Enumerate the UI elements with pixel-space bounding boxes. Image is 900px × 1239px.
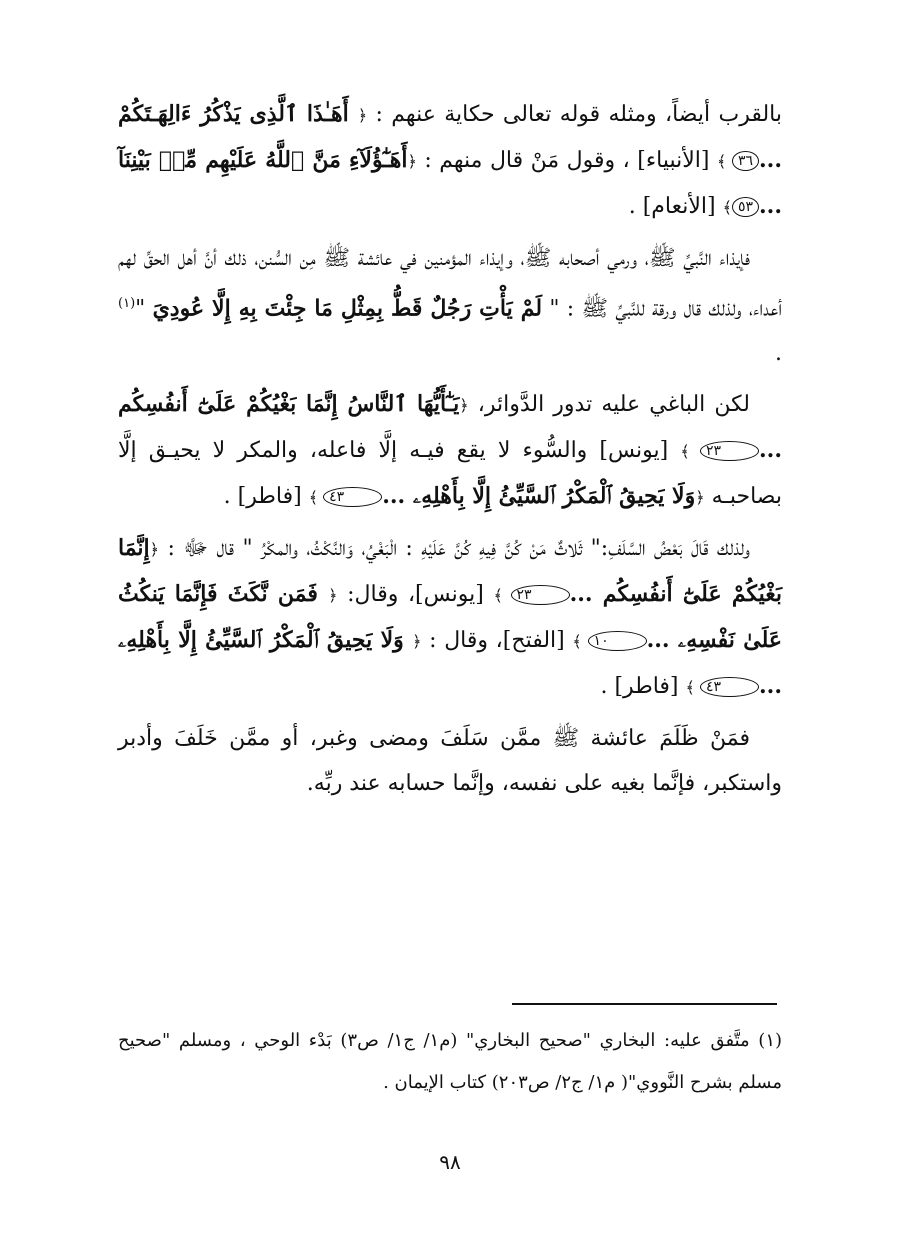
quran-bracket: ﴾ (493, 586, 511, 606)
quran-bracket: ﴿ (695, 488, 705, 508)
quran-bracket: ﴾ (572, 632, 588, 652)
text-segment: فإيذاء النَّبيِّ ﷺ، ورمي أصحابه ﷺ، وإيذاء المؤمنين في عائشة ﷺ مِن السُّنن، ذلك أنَّ أهل الحقِّ لهم أعداء، ولذلك قال ورقة للنَّبيِّ ﷺ : " (118, 246, 783, 322)
quran-verse: لَمْ يَأْتِ رَجُلٌ قَطُّ بِمِثْلِ مَا جِئْتَ بِهِ إِلَّا عُودِيَ (152, 295, 543, 322)
quran-bracket: ﴿ (412, 632, 422, 652)
quran-bracket: ﴿ (459, 396, 469, 416)
quran-verse: يَـٰٓأَيُّهَا ٱلنَّاسُ إِنَّمَا بَغْيُكُمْ عَلَىٰٓ أَنفُسِكُم ... (118, 391, 782, 464)
paragraph (118, 382, 782, 520)
quran-verse: وَلَا يَحِيقُ ٱلْمَكْرُ ٱلسَّيِّئُ إِلَّا بِأَهْلِهِۦ ... (118, 627, 782, 700)
ayah-number: ٢٣ (700, 441, 759, 461)
text-segment: [يونس]، وقال: (337, 582, 494, 608)
text-segment: [الأنبياء] ، وقول مَنْ قال منهم : (416, 148, 717, 173)
paragraph (118, 526, 782, 710)
quran-verse: فَمَن نَّكَثَ فَإِنَّمَا يَنكُثُ عَلَىٰ نَفْسِهِۦ ... (118, 581, 783, 654)
footnote-reference: (١) (118, 296, 136, 311)
text-segment: . (775, 341, 782, 367)
quran-bracket: ﴾ (680, 442, 700, 462)
ayah-number: ٥٣ (732, 197, 759, 217)
text-segment: [الأنعام] . (628, 194, 723, 219)
quran-bracket: ﴿ (357, 106, 368, 125)
text-segment: فمَنْ ظَلَمَ عائشة ﷺ ممَّن سَلَفَ ومضى وغبر، أو ممَّن خَلَفَ وأدبر واستكبر، فإنَّما بغيه على نفسه، وإنَّما حسابه عند ربِّه. (118, 726, 782, 797)
quran-verse: إِنَّمَا بَغْيُكُمْ عَلَىٰٓ أَنفُسِكُم ... (118, 535, 783, 608)
quran-bracket: ﴿ (407, 152, 417, 171)
ayah-number: ٣٦ (732, 151, 759, 171)
footnote-separator (512, 1003, 777, 1005)
quran-bracket: ﴿ (149, 540, 160, 560)
paragraph (118, 716, 782, 806)
text-segment: لكن الباغي عليه تدور الدَّوائر، (468, 392, 750, 418)
quran-bracket: ﴾ (685, 678, 700, 698)
quran-bracket: ﴾ (722, 198, 732, 217)
text-segment: [فاطر] . (600, 674, 686, 700)
main-text (118, 92, 782, 812)
quran-bracket: ﴿ (328, 586, 338, 606)
text-segment: بالقرب أيضاً، ومثله قوله تعالى حكاية عنهم : (367, 102, 782, 127)
paragraph (118, 236, 782, 376)
quran-verse: أَهَـٰذَا ٱلَّذِى يَذْكُرُ ءَالِهَـتَكُمْ ... (118, 101, 782, 173)
ayah-number: ٤٣ (700, 677, 759, 697)
page-number: ٩٨ (439, 1150, 461, 1174)
text-segment: " (135, 296, 153, 322)
quran-verse: أَهَـٰٓؤُلَآءِ مَنَّ ٱللَّهُ عَلَيْهِم مِّنۢ بَيْنِنَآ ... (118, 147, 782, 219)
text-segment: [فاطر] . (223, 484, 309, 510)
footnote: (١) متَّفق عليه: البخاري "صحيح البخاري" (م١/ ج١/ ص٣) بَدْء الوحي ، ومسلم "صحيح مسلم بشرح النَّووي"( م١/ ج٢/ ص٢٠٣) كتاب الإيمان . (118, 1030, 783, 1093)
quran-verse: وَلَا يَحِيقُ ٱلْمَكْرُ ٱلسَّيِّئُ إِلَّا بِأَهْلِهِۦ ... (382, 483, 696, 510)
ayah-number: ٤٣ (323, 487, 382, 507)
text-segment: [الفتح]، وقال : (421, 628, 573, 654)
ayah-number: ١٠ (588, 631, 647, 651)
text-segment: ولذلك قَالَ بَعْضُ السَّلَفِ:" ثَلاثٌ مَنْ كُنَّ فِيهِ كُنَّ عَلَيْهِ : الْبَغْيُ، وَالنَّكْثُ، والمكْرُ " قال ﷻ : (159, 536, 750, 562)
quran-bracket: ﴾ (717, 152, 732, 171)
quran-bracket: ﴾ (308, 488, 324, 508)
paragraph (118, 92, 782, 230)
text-segment: [يونس] والسُّوء لا يقع فيـه إلَّا فاعله، والمكر لا يحيـق إلَّا بصاحبـه (118, 438, 782, 510)
ayah-number: ٢٣ (511, 585, 570, 605)
